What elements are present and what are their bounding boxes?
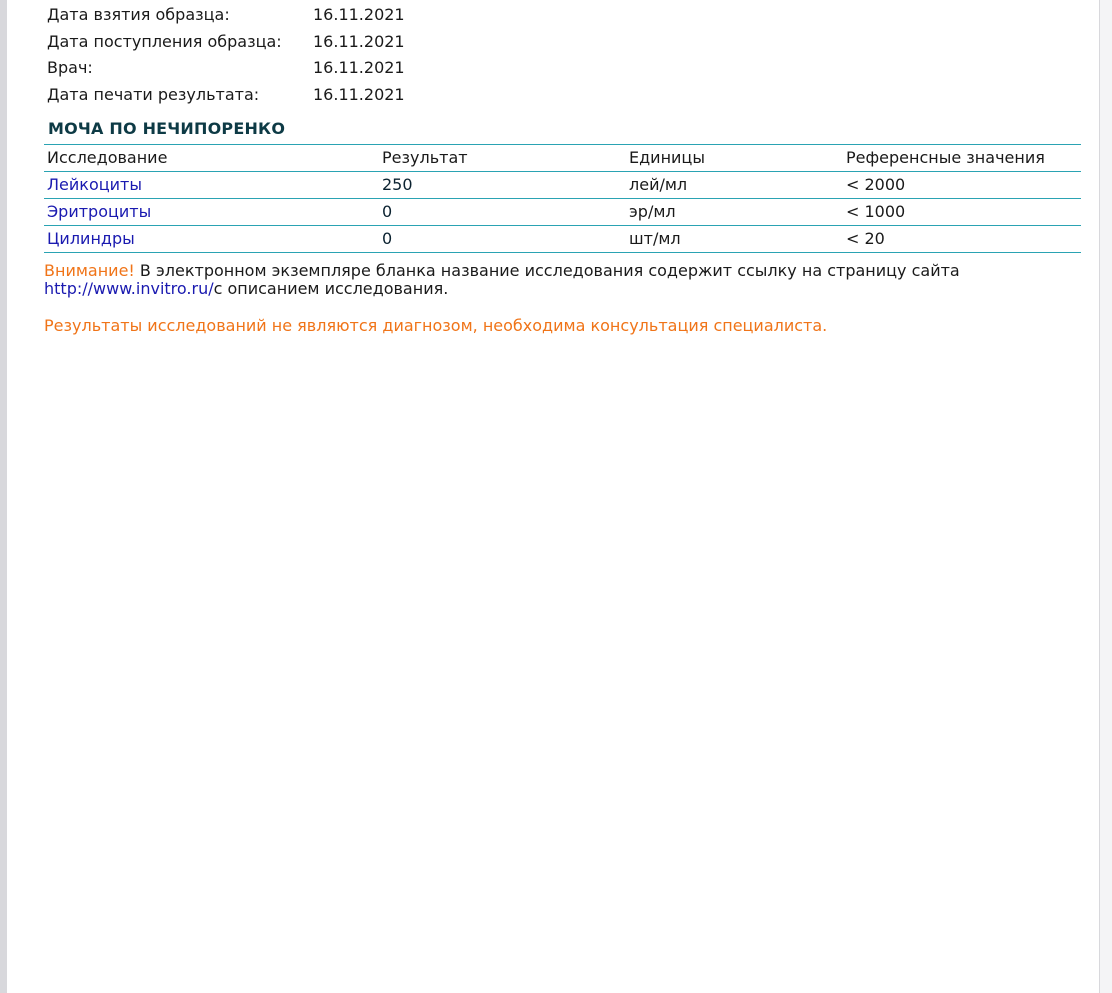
header-test: Исследование (44, 145, 379, 172)
table-row (44, 199, 1081, 226)
notice-attention: Внимание! (44, 261, 135, 280)
test-reference: < 20 (843, 226, 1081, 253)
meta-value: 16.11.2021 (313, 84, 405, 104)
test-reference: < 1000 (843, 199, 1081, 226)
meta-label: Дата поступления образца: (47, 31, 282, 51)
disclaimer: Результаты исследований не являются диагнозом, необходима консультация специалиста. (44, 316, 828, 335)
test-unit: лей/мл (626, 172, 843, 199)
document-page (7, 0, 1099, 993)
test-result: 250 (379, 172, 626, 199)
notice-text: В электронном экземпляре бланка название исследования содержит ссылку на страницу сайта (134, 261, 960, 280)
notice (44, 262, 1084, 298)
sample-meta (47, 2, 405, 108)
test-unit: шт/мл (626, 226, 843, 253)
table-header-row (44, 145, 1081, 172)
results-table (44, 144, 1081, 253)
table-row (44, 226, 1081, 253)
meta-row (47, 2, 405, 29)
meta-label: Врач: (47, 58, 93, 77)
meta-row (47, 55, 405, 82)
meta-value: 16.11.2021 (313, 5, 405, 24)
meta-label: Дата печати результата: (47, 84, 260, 104)
viewer-scrollbar-track[interactable] (1099, 0, 1112, 993)
meta-value: 16.11.2021 (313, 58, 405, 77)
table-row (44, 172, 1081, 199)
header-reference: Референсные значения (843, 145, 1081, 172)
invitro-link[interactable]: http://www.invitro.ru/ (44, 279, 214, 298)
meta-row (47, 29, 405, 56)
meta-row (47, 82, 405, 109)
section-title: МОЧА ПО НЕЧИПОРЕНКО (48, 119, 286, 138)
test-result: 0 (379, 226, 626, 253)
viewer-left-edge (0, 0, 7, 993)
test-reference: < 2000 (843, 172, 1081, 199)
header-units: Единицы (626, 145, 843, 172)
header-result: Результат (379, 145, 626, 172)
test-unit: эр/мл (626, 199, 843, 226)
meta-value: 16.11.2021 (313, 31, 405, 51)
notice-tail: с описанием исследования. (213, 279, 449, 298)
test-name-link[interactable]: Лейкоциты (44, 172, 379, 199)
meta-label: Дата взятия образца: (47, 5, 230, 24)
test-name-link[interactable]: Цилиндры (44, 226, 379, 253)
test-result: 0 (379, 199, 626, 226)
test-name-link[interactable]: Эритроциты (44, 199, 379, 226)
